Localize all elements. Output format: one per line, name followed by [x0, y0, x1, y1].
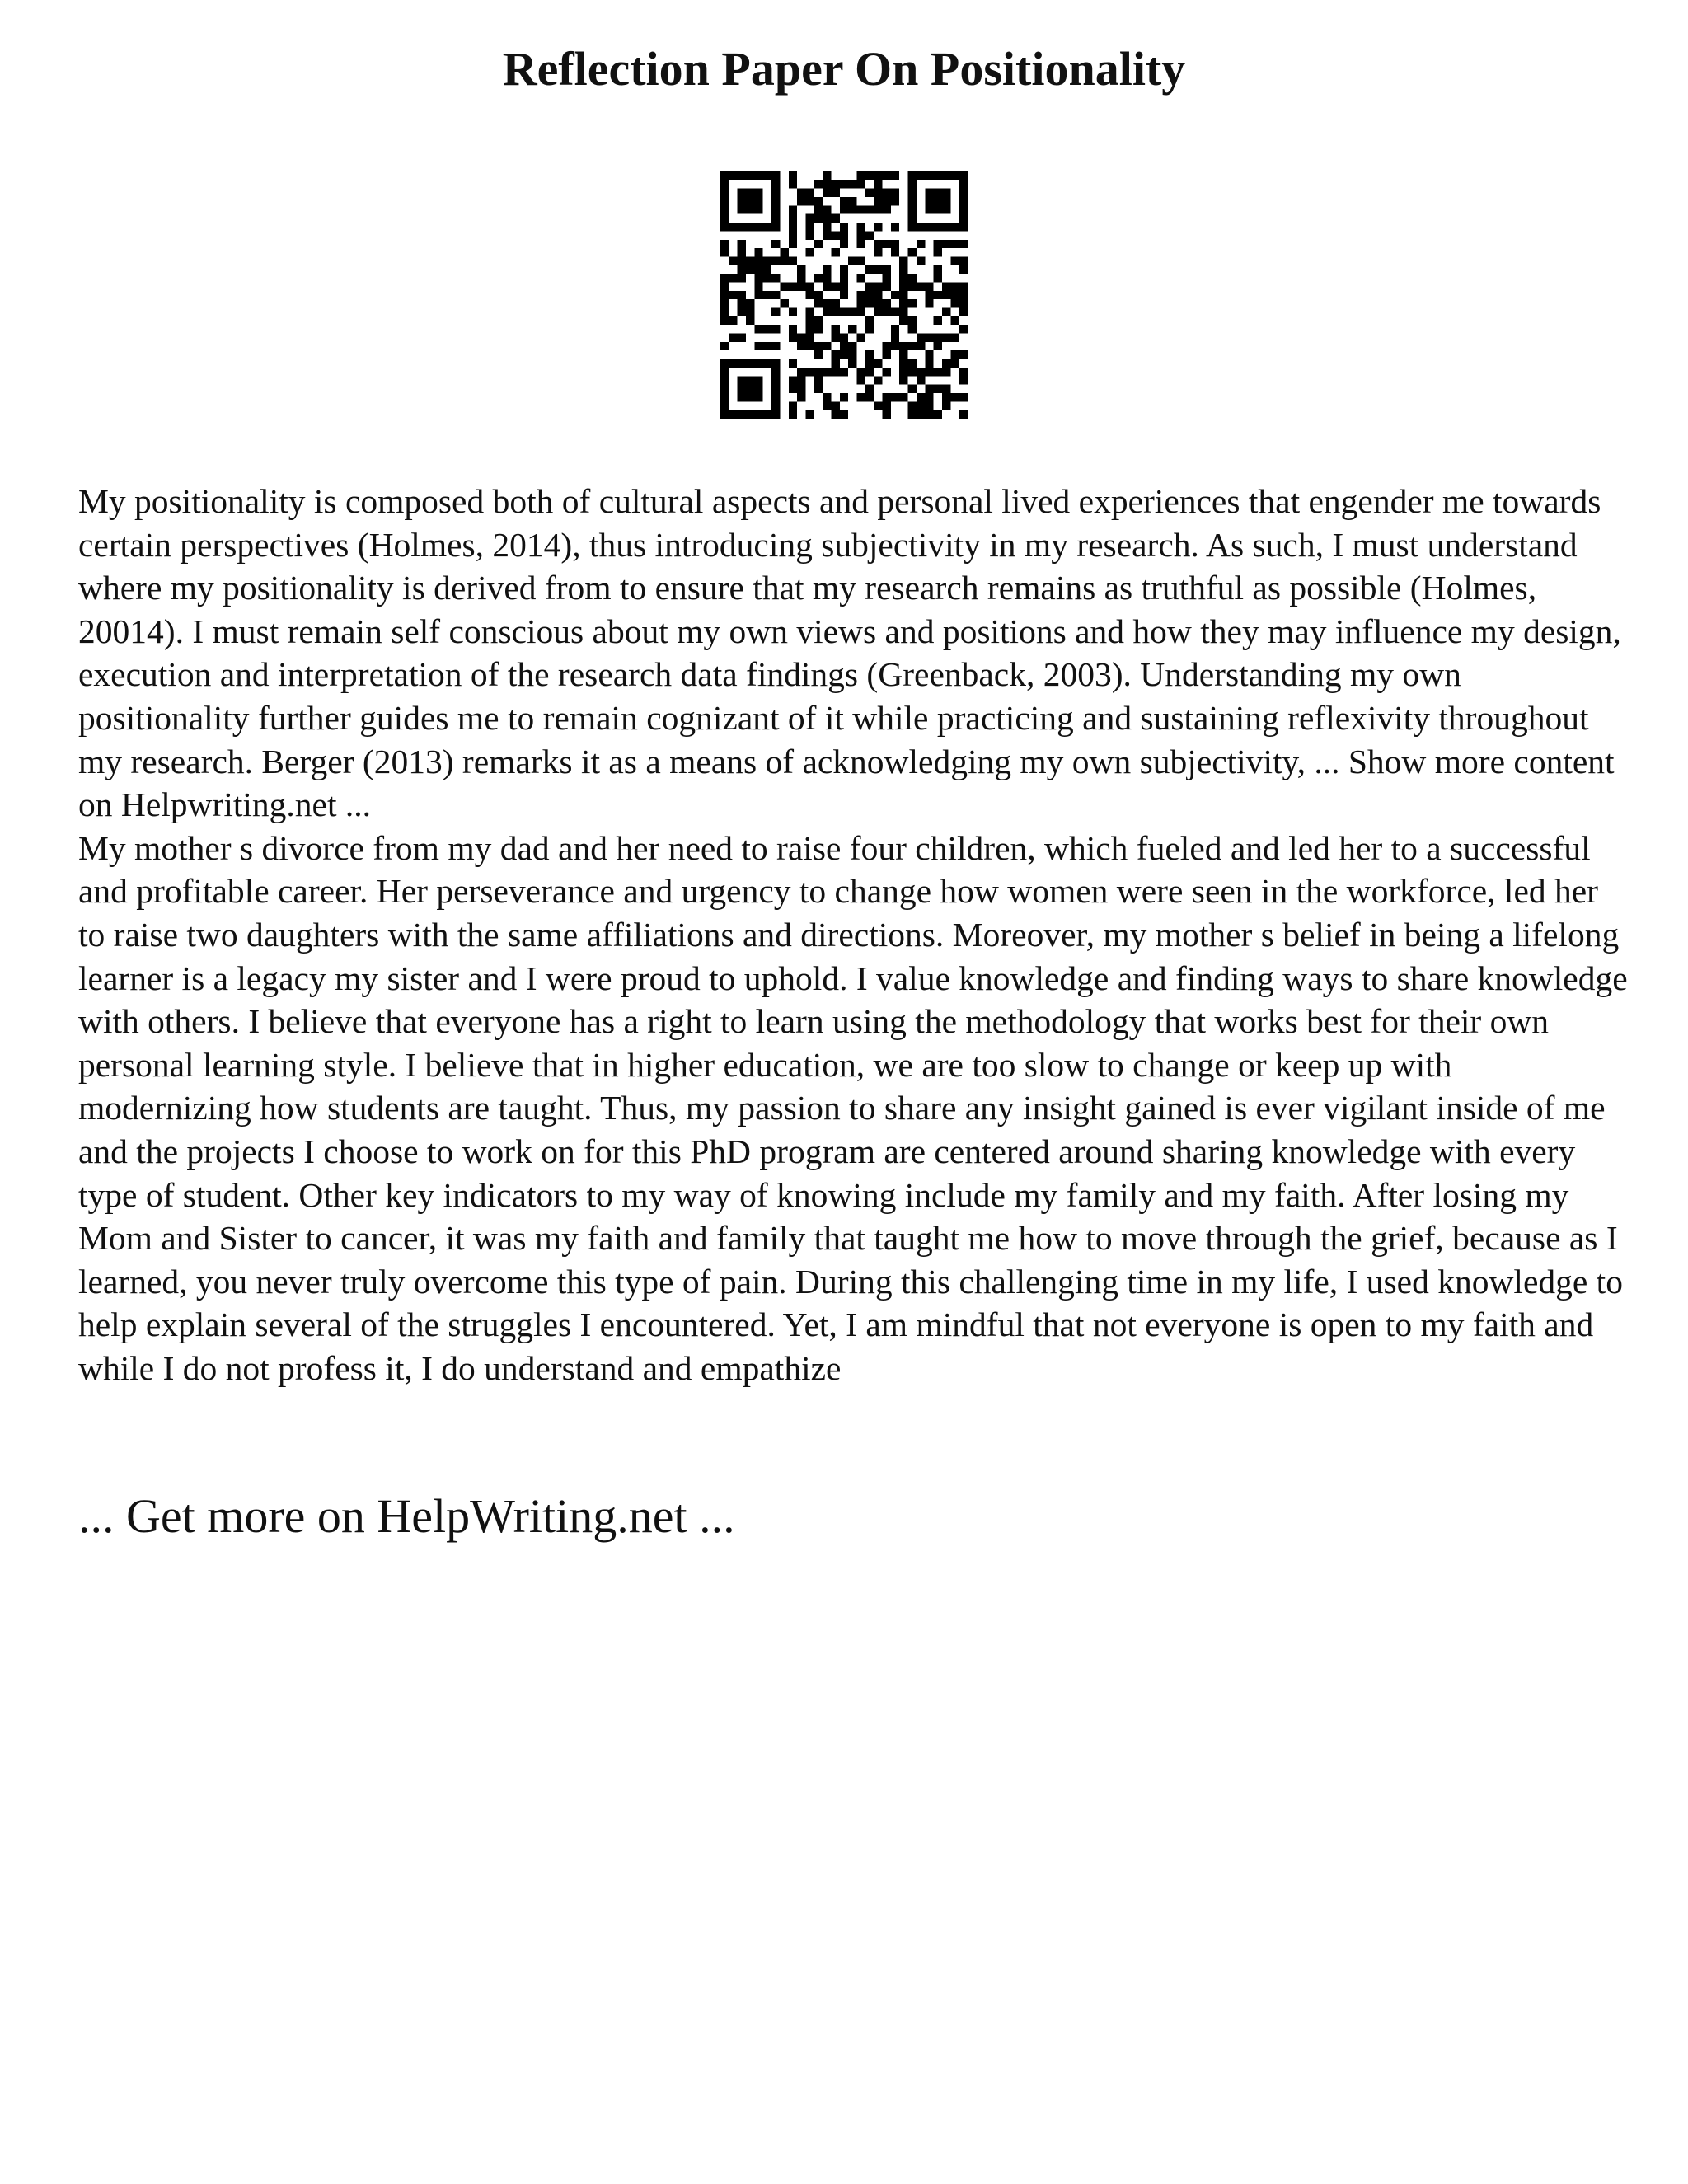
- paragraph: My mother s divorce from my dad and her need to raise four children, which fueled and led her to a successful and profitable career. Her perseverance and urgency to change how women were seen in the workforce, led her to raise two daughters with the same affiliations and directions. Moreover, my mother s belief in being a lifelong learner is a legacy my sister and I were proud to uphold. I value knowledge and finding ways to share knowledge with others. I believe that everyone has a right to learn using the methodology that works best for their own personal learning style. I believe that in higher education, we are too slow to change or keep up with modernizing how students are taught. Thus, my passion to share any insight gained is ever vigilant inside of me and the projects I choose to work on for this PhD program are centered around sharing knowledge with every type of student. Other key indicators to my way of knowing include my family and my faith. After losing my Mom and Sister to cancer, it was my faith and family that taught me how to move through the grief, because as I learned, you never truly overcome this type of pain. During this challenging time in my life, I used knowledge to help explain several of the struggles I encountered. Yet, I am mindful that not everyone is open to my faith and while I do not profess it, I do understand and empathize: [78, 828, 1628, 1387]
- qr-code-icon: [720, 171, 968, 419]
- paragraph: My positionality is composed both of cultural aspects and personal lived experiences that engender me towards certain perspectives (Holmes, 2014), thus introducing subjectivity in my research. As such, I must understand where my positionality is derived from to ensure that my research remains as truthful as possible (Holmes, 20014). I must remain self conscious about my own views and positions and how they may influence my design, execution and interpretation of the research data findings (Greenback, 2003). Understanding my own positionality further guides me to remain cognizant of it while practicing and sustaining reflexivity throughout my research. Berger (2013) remarks it as a means of acknowledging my own subjectivity, ... Show more content on Helpwriting.net ...: [78, 482, 1621, 824]
- essay-body: [78, 480, 1628, 1390]
- page-title: Reflection Paper On Positionality: [502, 42, 1186, 96]
- get-more-link[interactable]: ... Get more on HelpWriting.net ...: [78, 1489, 735, 1543]
